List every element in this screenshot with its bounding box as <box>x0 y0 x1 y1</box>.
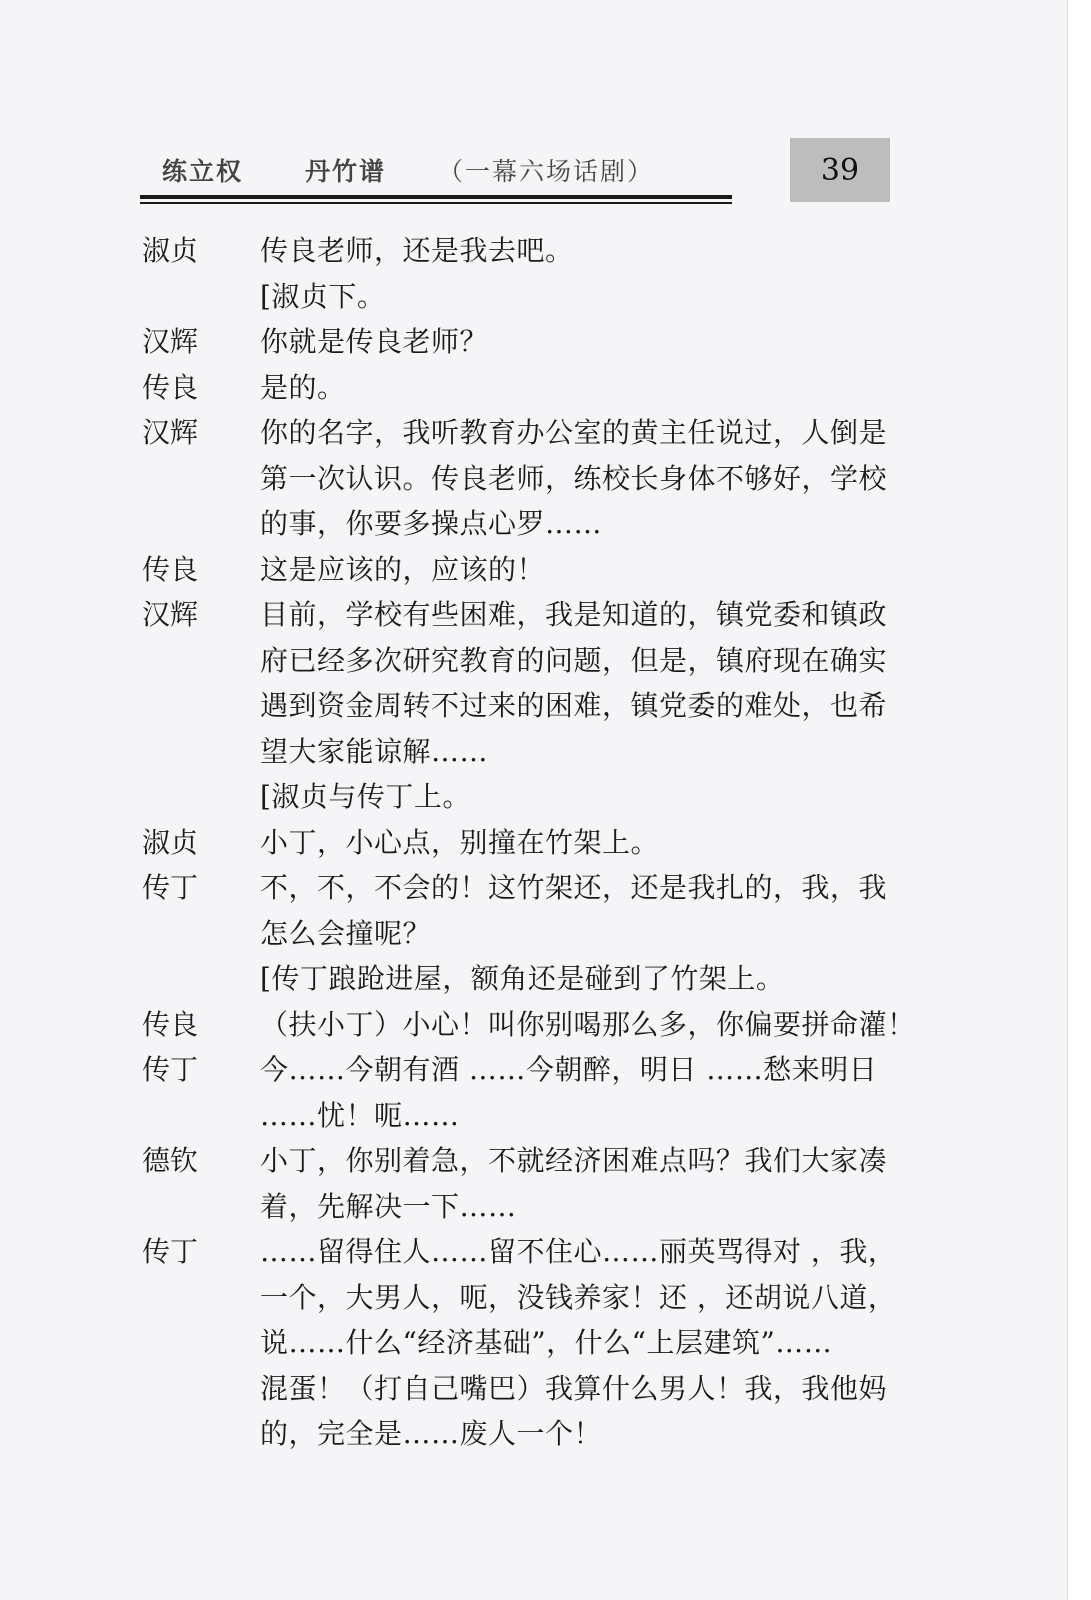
speech-text: 不，不，不会的！这竹架还，还是我扎的，我，我 <box>260 871 888 904</box>
script-line <box>142 1275 902 1321</box>
speaker-name <box>142 456 260 502</box>
script-line <box>142 501 902 547</box>
script-line <box>142 820 902 866</box>
script-line <box>142 865 902 911</box>
script-line <box>142 683 902 729</box>
speaker-name <box>142 1411 260 1457</box>
script-line <box>142 1366 902 1412</box>
speech-text: 传良老师，还是我去吧。 <box>260 234 574 267</box>
script-line <box>142 274 902 320</box>
script-line <box>142 1093 902 1139</box>
header-title: 丹竹谱 <box>305 157 387 186</box>
speaker-name: 传丁 <box>142 1053 199 1086</box>
stage-direction: [淑贞下。 <box>260 279 386 313</box>
speaker-name: 传良 <box>142 552 199 586</box>
script-line <box>142 410 902 456</box>
header-rule-thick <box>140 195 732 199</box>
speaker-name: 德钦 <box>142 1144 199 1177</box>
speaker-name <box>142 274 260 320</box>
speech-text: 混蛋！（打自己嘴巴）我算什么男人！我，我他妈 <box>260 1371 888 1405</box>
header-author: 练立权 <box>162 157 244 186</box>
speech-text: 第一次认识。传良老师，练校长身体不够好，学校 <box>260 461 888 495</box>
stage-direction: [传丁踉跄进屋，额角还是碰到了竹架上。 <box>260 962 785 995</box>
speech-text: 遇到资金周转不过来的困难，镇党委的难处，也希 <box>260 689 888 722</box>
speaker-name <box>142 956 260 1002</box>
speaker-name: 淑贞 <box>142 825 199 859</box>
script-line <box>142 228 902 274</box>
speech-text: 的事，你要多操点心罗…… <box>260 507 603 540</box>
speech-text: 怎么会撞呢？ <box>260 916 432 950</box>
script-line <box>142 729 902 775</box>
speaker-name <box>142 1366 260 1412</box>
script-line <box>142 319 902 365</box>
speech-text: 你的名字，我听教育办公室的黄主任说过，人倒是 <box>260 416 888 449</box>
speaker-name: 汉辉 <box>142 598 199 631</box>
speaker-name <box>142 729 260 775</box>
script-line <box>142 774 902 820</box>
speech-text: 小丁，小心点，别撞在竹架上。 <box>260 825 660 859</box>
speaker-name: 传丁 <box>142 1235 199 1268</box>
speech-text: 目前，学校有些困难，我是知道的，镇党委和镇政 <box>260 598 888 631</box>
speech-text: ……忧！呃…… <box>260 1098 460 1132</box>
script-line <box>142 456 902 502</box>
page-number: 39 <box>790 138 890 202</box>
script-line <box>142 365 902 411</box>
script-line <box>142 1229 902 1275</box>
speaker-name <box>142 911 260 957</box>
script-line <box>142 1047 902 1093</box>
scan-edge <box>1067 0 1091 1600</box>
speaker-name: 传丁 <box>142 871 199 904</box>
stage-direction: [淑贞与传丁上。 <box>260 780 471 813</box>
speech-text: 今……今朝有酒 ……今朝醉，明日 ……愁来明日 <box>260 1053 878 1086</box>
speech-text: 着，先解决一下…… <box>260 1189 517 1223</box>
speech-text: 这是应该的，应该的！ <box>260 552 546 586</box>
running-header <box>140 138 900 213</box>
speaker-name: 淑贞 <box>142 234 199 267</box>
script-line <box>142 1411 902 1457</box>
speaker-name <box>142 638 260 684</box>
header-rule-thin <box>140 202 732 204</box>
script-line <box>142 547 902 593</box>
speaker-name: 传良 <box>142 370 199 404</box>
speaker-name <box>142 1275 260 1321</box>
script-body <box>142 228 916 1457</box>
speech-text: ……留得住人……留不住心……丽英骂得对 ，我， <box>260 1235 897 1268</box>
header-genre: （一幕六场话剧） <box>438 157 655 186</box>
speaker-name: 传良 <box>142 1007 199 1041</box>
speech-text: 你就是传良老师？ <box>260 325 489 358</box>
script-line <box>142 1138 902 1184</box>
speech-text: （扶小丁）小心！叫你别喝那么多，你偏要拼命灌！ <box>260 1007 916 1041</box>
speech-text: 的，完全是……废人一个！ <box>260 1417 603 1450</box>
script-line <box>142 1320 902 1366</box>
speech-text: 说……什么“经济基础”，什么“上层建筑”…… <box>260 1326 833 1359</box>
speaker-name <box>142 501 260 547</box>
script-line <box>142 638 902 684</box>
script-line <box>142 911 902 957</box>
speaker-name <box>142 774 260 820</box>
speech-text: 府已经多次研究教育的问题，但是，镇府现在确实 <box>260 643 888 677</box>
header-text <box>162 152 654 188</box>
speaker-name <box>142 1093 260 1139</box>
script-line <box>142 1002 916 1048</box>
speech-text: 望大家能谅解…… <box>260 734 489 768</box>
script-line <box>142 592 902 638</box>
speaker-name <box>142 1320 260 1366</box>
speech-text: 小丁，你别着急，不就经济困难点吗？我们大家凑 <box>260 1144 888 1177</box>
speaker-name: 汉辉 <box>142 416 199 449</box>
speech-text: 是的。 <box>260 370 346 404</box>
speaker-name: 汉辉 <box>142 325 199 358</box>
script-line <box>142 1184 902 1230</box>
speech-text: 一个，大男人，呃，没钱养家！还 ，还胡说八道， <box>260 1280 897 1314</box>
speaker-name <box>142 683 260 729</box>
speaker-name <box>142 1184 260 1230</box>
script-line <box>142 956 902 1002</box>
